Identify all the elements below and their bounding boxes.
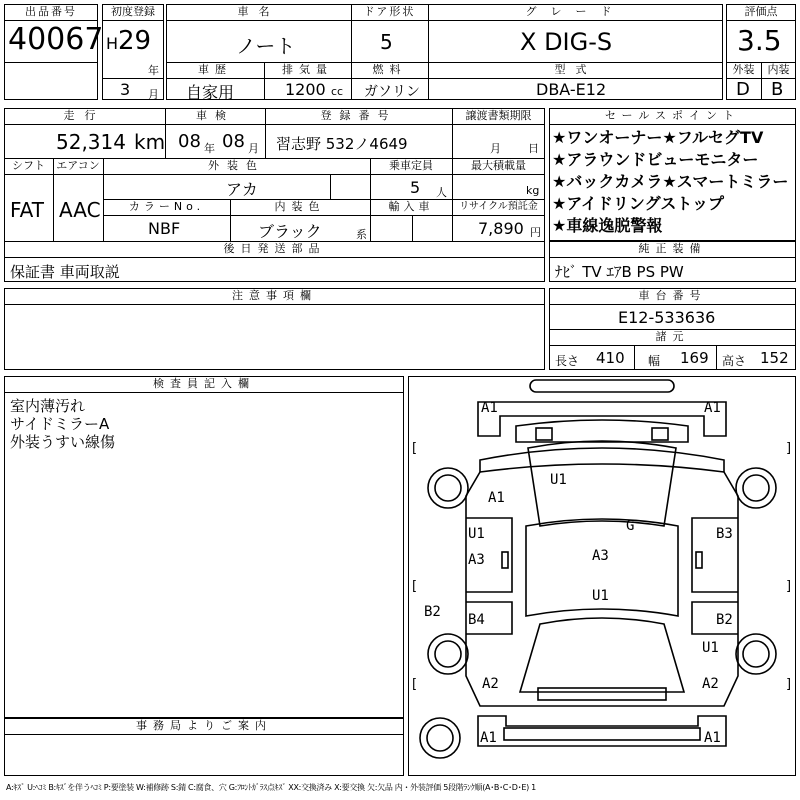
- chassis-label: 車台番号: [638, 289, 707, 302]
- exterior-color-label: 外装色: [208, 159, 265, 172]
- interior-score: B: [771, 79, 784, 100]
- registration-year: 29: [118, 26, 152, 56]
- car-diagram: [408, 376, 796, 776]
- equipment-value: ﾅﾋﾞ TV ｴｱB PS PW: [555, 263, 684, 281]
- model-label: 車名: [237, 5, 280, 18]
- svg-text:]: ]: [786, 579, 792, 594]
- transfer-day: 日: [528, 142, 539, 155]
- fuel-label: 燃料: [372, 63, 407, 76]
- sales-point-3: ★バックカメラ★スマートミラー: [552, 172, 789, 191]
- transfer-label: 譲渡書類期限: [465, 109, 532, 122]
- plate-label: 登録番号: [320, 109, 397, 122]
- later-parts-label: 後日発送部品: [223, 242, 326, 255]
- model-name: ノート: [236, 34, 296, 58]
- lot-number-label: 出品番号: [25, 5, 77, 18]
- doors-label: ドア形状: [363, 5, 416, 18]
- notes-label: 注意事項欄: [232, 289, 317, 302]
- inspector-label: 検査員記入欄: [153, 377, 255, 390]
- color-no-value: NBF: [148, 219, 181, 238]
- type-value: DBA-E12: [536, 80, 607, 99]
- damage-left-front-door-a: A3: [468, 552, 485, 568]
- damage-windshield: G: [626, 518, 635, 534]
- damage-right-quarter: A2: [702, 676, 719, 692]
- inspector-line-1: 室内薄汚れ: [10, 397, 86, 415]
- exterior-score-label: 外装: [732, 63, 755, 76]
- inspector-line-2: サイドミラーA: [10, 415, 110, 433]
- ac-value: AAC: [59, 198, 101, 222]
- score-label: 評価点: [744, 5, 778, 18]
- interior-color-label: 内装色: [274, 200, 326, 213]
- svg-text:]: ]: [786, 677, 792, 692]
- doors-value: 5: [380, 30, 393, 54]
- load-label: 最大積載量: [471, 159, 526, 172]
- era: H: [106, 34, 119, 53]
- history-label: 車歴: [198, 63, 232, 76]
- damage-left-front-door-u: U1: [468, 526, 485, 542]
- displacement-value: 1200: [285, 80, 326, 99]
- displacement-unit: cc: [331, 85, 344, 98]
- inspector-line-3: 外装うすい線傷: [10, 433, 116, 451]
- damage-hood: U1: [550, 472, 567, 488]
- length-label: 長さ: [555, 354, 580, 368]
- equipment-label: 純正装備: [638, 242, 707, 255]
- inspection-year-unit: 年: [204, 142, 215, 155]
- capacity-unit: 人: [436, 186, 447, 199]
- office-label: 事務局よりご案内: [136, 719, 272, 732]
- damage-left-rear-door: B4: [468, 612, 485, 628]
- import-label: 輸入車: [388, 200, 434, 213]
- grade-label: グレード: [525, 5, 626, 18]
- ac-label: エアコン: [56, 159, 100, 172]
- exterior-score: D: [736, 79, 750, 100]
- interior-color-unit: 系: [356, 228, 367, 241]
- damage-front-left: A1: [481, 400, 498, 416]
- type-label: 型式: [554, 63, 597, 76]
- displacement-label: 排気量: [282, 63, 333, 76]
- recycle-label: リサイクル預託金: [459, 201, 538, 212]
- damage-left-fender: A1: [488, 490, 505, 506]
- mileage-unit: km: [134, 130, 166, 154]
- damage-right-rear-fender: U1: [702, 640, 719, 656]
- svg-text:[: [: [412, 441, 418, 456]
- shift-label: シフト: [12, 159, 45, 172]
- damage-front-right: A1: [704, 400, 721, 416]
- sales-point-1: ★ワンオーナー★フルセグTV: [552, 128, 764, 147]
- recycle-unit: 円: [530, 226, 541, 239]
- spec-label: 諸元: [655, 330, 690, 343]
- inspection-year: 08: [178, 131, 201, 152]
- sales-points-label: セールスポイント: [604, 109, 740, 122]
- damage-left-sill: B2: [424, 604, 441, 620]
- chassis-value: E12-533636: [618, 308, 716, 327]
- transfer-month: 月: [490, 142, 501, 155]
- plate-value: 習志野 532ノ4649: [276, 135, 408, 153]
- load-unit: kg: [526, 184, 540, 197]
- svg-text:]: ]: [786, 441, 792, 456]
- sales-point-5: ★車線逸脱警報: [552, 216, 663, 235]
- lot-number: 40067: [8, 22, 104, 57]
- svg-text:[: [: [412, 579, 418, 594]
- damage-left-quarter: A2: [482, 676, 499, 692]
- score-value: 3.5: [737, 24, 782, 57]
- registration-month: 3: [120, 80, 131, 99]
- grade-value: X DIG-S: [520, 28, 613, 56]
- sales-point-4: ★アイドリングストップ: [552, 194, 724, 213]
- damage-rear-right: A1: [704, 730, 721, 746]
- svg-text:[: [: [412, 677, 418, 692]
- damage-roof-rear: U1: [592, 588, 609, 604]
- color-no-label: カラーNo.: [128, 200, 205, 213]
- exterior-color-value: アカ: [226, 180, 258, 199]
- capacity-value: 5: [410, 178, 421, 197]
- inspection-month: 08: [222, 131, 245, 152]
- month-unit: 月: [148, 88, 159, 101]
- length-value: 410: [596, 349, 625, 367]
- damage-right-rear-door: B2: [716, 612, 733, 628]
- height-value: 152: [760, 349, 789, 367]
- legend: A:ｷｽﾞ U:ﾍｺﾐ B:ｷｽﾞを伴うﾍｺﾐ P:要塗装 W:補修跡 S:錆 C:腐食、穴 G:ﾌﾛﾝﾄｶﾞﾗｽ点ｷｽﾞ XX:交換済み X:要交換 欠:欠品 内・外装評価 5段階ﾗﾝｸ順(A･B･C･D･E) 1: [6, 783, 536, 792]
- recycle-value: 7,890: [478, 219, 524, 238]
- height-label: 高さ: [722, 354, 747, 368]
- damage-rear-left: A1: [480, 730, 497, 746]
- interior-score-label: 内装: [767, 63, 790, 76]
- history-value: 自家用: [186, 83, 235, 102]
- sales-point-2: ★アラウンドビューモニター: [552, 150, 759, 169]
- mileage-label: 走行: [63, 109, 106, 122]
- fuel-value: ガソリン: [364, 84, 420, 100]
- capacity-label: 乗車定員: [389, 159, 433, 172]
- first-registration-label: 初度登録: [111, 5, 155, 18]
- later-parts-value: 保証書 車両取説: [10, 263, 120, 281]
- inspection-month-unit: 月: [248, 142, 259, 155]
- shift-value: FAT: [10, 198, 45, 222]
- width-label: 幅: [648, 354, 661, 368]
- damage-roof: A3: [592, 548, 609, 564]
- inspection-label: 車検: [196, 109, 234, 122]
- interior-color-value: ブラック: [258, 222, 322, 241]
- year-unit: 年: [148, 64, 159, 77]
- damage-right-front-door: B3: [716, 526, 733, 542]
- mileage-value: 52,314: [56, 130, 126, 154]
- width-value: 169: [680, 349, 709, 367]
